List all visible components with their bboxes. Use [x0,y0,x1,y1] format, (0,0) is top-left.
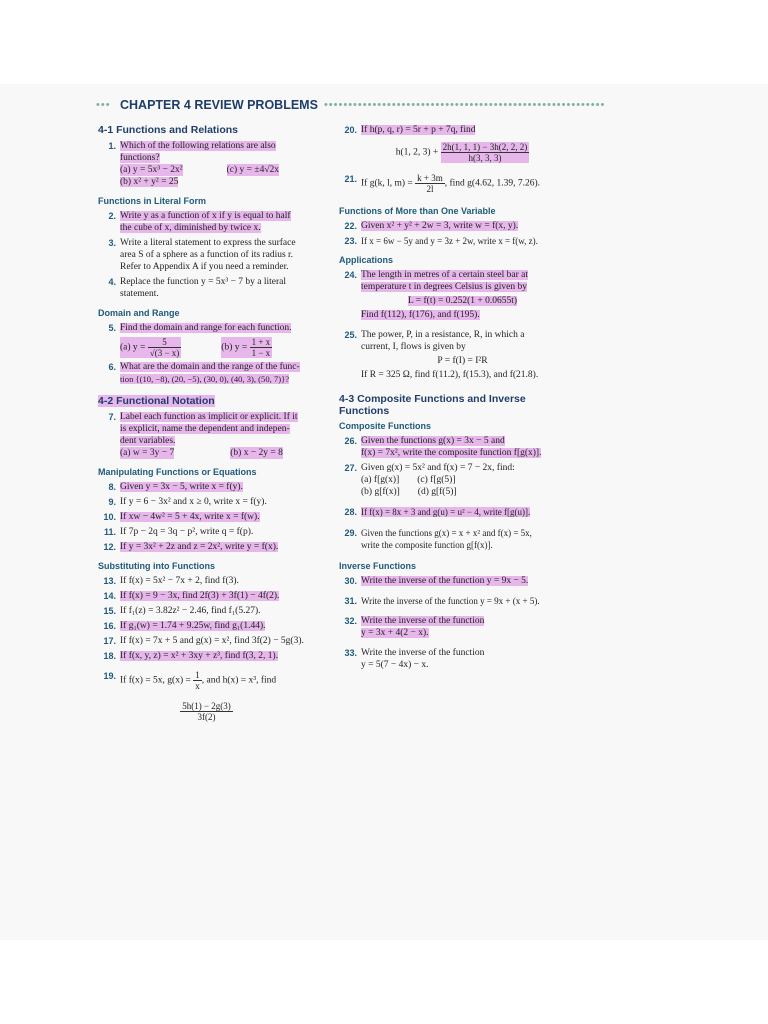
problem-2 [96,210,323,234]
problem-text: If f(x) = 8x + 3 and g(u) = u² − 4, write f[g(u)]. [361,507,531,517]
problem-6 [96,361,323,386]
chapter-header [96,96,606,114]
problem-number: 8. [108,482,116,492]
problem-text: Find the domain and range for each function. (a) y = $\frac{5}{√(3 - x)}$ (b) y = $\frac{1 + x}{1 - x}$ [120,323,292,358]
problem-10 [96,511,323,523]
subheading: Composite Functions [339,421,431,431]
problem-30 [337,575,564,587]
subheading: Domain and Range [98,308,180,318]
problem-number: 29. [344,528,357,538]
problem-number: 27. [344,463,357,473]
problem-20 [337,124,564,165]
problem-number: 9. [108,497,116,507]
problem-number: 26. [344,436,357,446]
problem-text: Write the inverse of the function y = 9x + (x + 5). [361,596,540,606]
problem-24 [337,269,564,321]
left-column [96,118,323,727]
problem-1 [96,140,323,188]
chapter-title: CHAPTER 4 REVIEW PROBLEMS [120,98,318,112]
problem-text: If f(x) = 5x, g(x) = $\frac{1}{x}$ , and h(x) = x³, find $\frac{5h(1) - 2g(3)}{3f(2)}$ [120,670,323,724]
problem-number: 15. [103,606,116,616]
problem-number: 21. [344,174,357,184]
problem-text: Replace the function y = 5x³ − 7 by a literal statement. [120,277,287,299]
problem-18 [96,650,323,662]
section-heading: 4-3 Composite Functions and Inverse [339,393,526,405]
problem-text: If f₁(z) = 3.82z² − 2.46, find f₁(5.27). [120,606,261,616]
expression [120,701,293,722]
problem-3 [96,237,323,273]
fraction: $\frac{5h(1) - 2g(3)}{3f(2)}$ [182,701,231,722]
problem-text: If xw − 4w² = 5 + 4x, write x = f(w). [120,512,260,522]
fraction: $\frac{5}{√(3 - x)}$ [149,337,180,358]
problem-29 [337,527,564,551]
problem-text: The length in metres of a certain steel bar at temperature t in degrees Celsius is given by L = f(t) = 0.252(1 + 0.0655t) Find f(112), f(176), and f(195). [361,269,564,321]
expression: h(1, 2, 3) + $\frac{2h(1, 1, 1) - 3h(2, 2, 2)}{h(3, 3, 3)}$ [395,142,528,163]
fraction: $\frac{1}{x}$ [195,670,200,691]
problem-number: 22. [344,221,357,231]
problem-text: If x = 6w − 5y and y = 3z + 2w, write x = f(w, z). [361,236,538,246]
problem-5 [96,322,323,358]
fraction: $\frac{2h(1, 1, 1) - 3h(2, 2, 2)}{h(3, 3, 3)}$ [442,142,528,163]
problem-number: 6. [108,362,116,372]
problem-text: Given the functions g(x) = 3x − 5 and f(x) = 7x², write the composite function f[g(x)]. [361,436,542,458]
problem-11 [96,526,323,538]
problem-text: If g₁(w) = 1.74 + 9.25w, find g₁(1.44). [120,621,266,631]
problem-text: Given y = 3x − 5, write x = f(y). [120,482,243,492]
problem-number: 12. [103,542,116,552]
problem-number: 10. [103,512,116,522]
problem-number: 5. [108,323,116,333]
problem-number: 25. [344,330,357,340]
problem-8 [96,481,323,493]
problem-number: 17. [103,636,116,646]
problem-25 [337,329,564,381]
problem-number: 24. [344,270,357,280]
problem-number: 4. [108,277,116,287]
problem-text: If y = 6 − 3x² and x ≥ 0, write x = f(y). [120,497,267,507]
problem-22 [337,220,564,232]
problem-number: 11. [103,527,116,537]
problem-15 [96,605,323,617]
review-page [96,96,606,727]
problem-text: If f(x) = 7x + 5 and g(x) = x², find 3f(2) − 5g(3). [120,636,304,646]
problem-number: 7. [108,412,116,422]
subheading: Functions in Literal Form [98,196,207,206]
subheading: Functions of More than One Variable [339,206,496,216]
fraction: $\frac{k + 3m}{2l}$ [417,173,443,194]
problem-number: 13. [103,576,116,586]
problem-number: 16. [103,621,116,631]
problem-text: Write the inverse of the function y = 3x + 4(2 − x). [361,616,485,638]
problem-21 [337,173,564,194]
subheading: Manipulating Functions or Equations [98,467,257,477]
problem-16 [96,620,323,632]
problem-text: Given the functions g(x) = x + x² and f(x) = 5x, write the composite function g[f(x)]. [361,528,532,550]
problem-number: 30. [344,576,357,586]
problem-number: 28. [344,507,357,517]
fraction: $\frac{1 + x}{1 - x}$ [251,337,271,358]
problem-number: 3. [108,238,116,248]
problem-text: If f(x) = 5x² − 7x + 2, find f(3). [120,576,239,586]
problem-27 [337,462,564,498]
problem-text: If f(x, y, z) = x² + 3xy + z³, find f(3, 2, 1). [120,651,279,661]
problem-text: Label each function as implicit or explicit. If it is explicit, name the dependent and indepen- dent variables. (a) w = 3y − 7 (b) x − 2y = 8 [120,412,298,458]
problem-text: If h(p, q, r) = 5r + p + 7q, find h(1, 2, 3) + $\frac{2h(1, 1, 1) - 3h(2, 2, 2)}{h(3, 3, 3)}$ [361,124,564,165]
problem-number: 20. [344,125,357,135]
problem-23 [337,235,564,247]
problem-number: 14. [103,591,116,601]
equation: L = f(t) = 0.252(1 + 0.0655t) [407,296,518,306]
equation: P = f(I) = I²R [437,356,488,366]
problem-7 [96,411,323,459]
problem-text: What are the domain and the range of the func- tion {(10, −8), (20, −5), (30, 0), (40, 3), (50, 7)}? [120,362,300,384]
problem-9 [96,496,323,508]
dot-rule-left: ••• [96,99,111,111]
problem-number: 32. [344,616,357,626]
problem-28 [337,506,564,519]
problem-13 [96,575,323,587]
problem-26 [337,435,564,459]
problem-text: Given x² + y² + 2w = 3, write w = f(x, y). [361,221,519,231]
problem-text: Write y as a function of x if y is equal to half the cube of x, diminished by twice x. [120,211,291,233]
section-heading: 4-1 Functions and Relations [98,124,239,136]
problem-19 [96,670,323,724]
problem-number: 18. [103,651,116,661]
section-heading-cont: Functions [339,405,390,417]
problem-32 [337,615,564,639]
problem-text: If 7p − 2q = 3q − p², write q = f(p). [120,527,254,537]
columns [96,118,564,727]
problem-text: Given g(x) = 5x² and f(x) = 7 − 2x, find: (a) f[g(x)] (c) f[g(5)] (b) g[f(x)] (d) g[f(5)] [361,463,515,497]
problem-number: 31. [344,596,357,606]
problem-text: If f(x) = 9 − 3x, find 2f(3) + 3f(1) − 4f(2). [120,591,280,601]
problem-number: 1. [108,141,116,151]
problem-number: 19. [103,671,116,681]
subheading: Inverse Functions [339,561,417,571]
problem-text: If g(k, l, m) = $\frac{k + 3m}{2l}$ , find g(4.62, 1.39, 7.26). [361,173,541,194]
section-heading: 4-2 Functional Notation [98,395,215,407]
problem-12 [96,541,323,553]
problem-text: If y = 3x² + 2z and z = 2x², write y = f(x). [120,542,279,552]
problem-text: Write a literal statement to express the surface area S of a sphere as a function of its radius r. Refer to Appendix A if you need a reminder. [120,238,296,272]
dot-rule-right: •••••••••••••••••••••••••••••••••••••••••••••••••••••••••• [323,99,606,111]
subheading: Substituting into Functions [98,561,215,571]
problem-33 [337,647,564,671]
problem-4 [96,276,323,300]
problem-number: 33. [344,648,357,658]
problem-number: 2. [108,211,116,221]
problem-17 [96,635,323,647]
problem-text: The power, P, in a resistance, R, in which a current, I, flows is given by P = f(I) = I²R If R = 325 Ω, find f(11.2), f(15.3), and f(21.8). [361,329,564,381]
problem-text: Write the inverse of the function y = 9x − 5. [361,576,529,586]
problem-text: Write the inverse of the function y = 5(7 − 4x) − x. [361,648,485,670]
problem-31 [337,595,564,607]
subheading: Applications [339,255,394,265]
problem-number: 23. [344,236,357,246]
problem-text: Which of the following relations are also functions? (a) y = 5x³ − 2x² (c) y = ±4√2x (b) x² + y² = 25 [120,141,280,187]
problem-14 [96,590,323,602]
right-column [337,118,564,727]
